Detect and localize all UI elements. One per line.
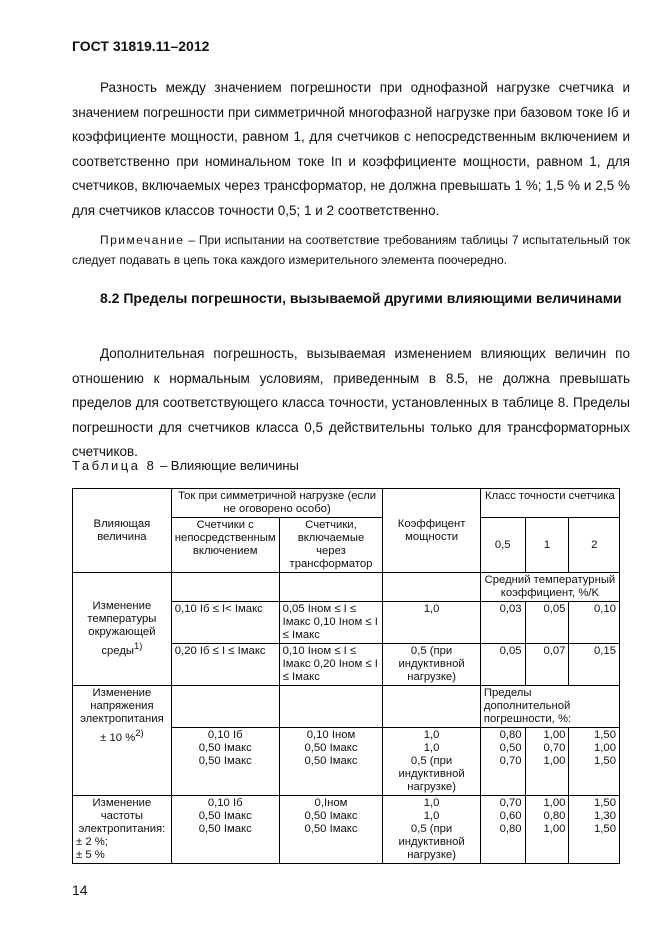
note-text: – При испытании на соответствие требованиям таблицы 7 испытательный ток следует подавать в цепь тока каждого измерительного элемента поочередно.: [72, 233, 630, 267]
temp-transformer-1: 0,05 Iном ≤ I ≤ Iмакс 0,10 Iном ≤ I ≤ Iмакс: [279, 602, 383, 644]
table-cell-text: 1,0: [423, 810, 440, 822]
footnote-ref: 2): [135, 727, 144, 738]
temperature-name: Изменение температуры окружающей среды: [87, 600, 157, 657]
table-cell-text: 0,70: [543, 742, 566, 754]
table-cell-text: 1,0: [423, 797, 440, 809]
temp-direct-1: 0,10 Iб ≤ I< Iмакс: [171, 602, 279, 644]
table-cell-text: 1,0: [423, 742, 440, 754]
table-cell-text: 0,50 Iмакс: [304, 755, 358, 767]
table-cell-text: 1,00: [543, 823, 566, 835]
table-cell-text: 1,50: [594, 755, 616, 767]
voltage-label: [73, 686, 172, 796]
table-cell-text: 0,50 Iмакс: [304, 823, 358, 835]
temperature-subhead-row: [73, 573, 620, 602]
influence-table: [72, 488, 620, 864]
table-cell-text: 0,80: [543, 810, 566, 822]
frequency-direct: [171, 796, 279, 864]
header-power-factor: Коэффицент мощности: [383, 489, 481, 573]
table-row: [73, 796, 620, 864]
voltage-transformer: [279, 728, 383, 796]
voltage-direct: [171, 728, 279, 796]
frequency-transformer: [279, 796, 383, 864]
empty-cell: [383, 573, 481, 602]
table-cell-text: 0,50 Iмакс: [198, 823, 252, 835]
table-cell-text: 0,80: [499, 729, 522, 741]
table-cell-text: 0,70: [499, 755, 522, 767]
empty-cell: [279, 686, 383, 728]
temp-transformer-2: 0,10 Iном ≤ I ≤ Iмакс 0,20 Iном ≤ I ≤ Iмакс: [279, 644, 383, 686]
note-label: Примечание: [100, 233, 185, 247]
table-caption: [72, 458, 299, 473]
voltage-v2: [569, 728, 620, 796]
table-cell-text: 0,50 Iмакс: [198, 742, 252, 754]
table-cell-text: 0,50 Iмакс: [198, 810, 252, 822]
frequency-v05: [480, 796, 525, 864]
temp-direct-2: 0,20 Iб ≤ I ≤ Iмакс: [171, 644, 279, 686]
temp-pf-2: 0,5 (при индуктивной нагрузке): [383, 644, 481, 686]
empty-cell: [171, 573, 279, 602]
temp-v2-1: 0,10: [569, 602, 620, 644]
table-cell-text: 0,10 Iб: [207, 729, 243, 741]
table-cell-text: 0,10 Iб: [207, 797, 243, 809]
temp-v1-1: 0,05: [525, 602, 569, 644]
table-cell-text: 1,0: [423, 729, 440, 741]
header-class-1: 1: [525, 518, 569, 573]
table-cell-text: 1,00: [543, 729, 566, 741]
header-class-2: 2: [569, 518, 620, 573]
temperature-label: [73, 573, 172, 686]
temperature-subhead: Средний температурный коэффициент, %/K: [480, 573, 619, 602]
header-transformer: Счетчики, включаемые через трансформатор: [279, 518, 383, 573]
table-cell-text: 0,50 Iмакс: [198, 755, 252, 767]
voltage-subhead: Пределы дополнительной погрешности, %:: [480, 686, 619, 728]
page-number: 14: [72, 882, 88, 898]
paragraph-single-phase: Разность между значением погрешности при однофазной нагрузке счетчика и значением погрешности при симметричной многофазной нагрузке при базовом токе Iб и коэффициенте мощности, равном 1, для счетчиков с непосредственным включением и соответственно при номинальном токе Iп и коэффициенте мощности, равном 1, для счетчиков, включаемых через трансформатор, не должна превышать 1 %; 1,5 % и 2,5 % для счетчиков классов точности 0,5; 1 и 2 соответственно.: [72, 80, 630, 218]
frequency-pf: [383, 796, 481, 864]
temp-v05-2: 0,05: [480, 644, 525, 686]
table-cell-text: 0,70: [499, 797, 522, 809]
frequency-v1: [525, 796, 569, 864]
table-cell-text: 0,50 Iмакс: [304, 810, 358, 822]
table-cell-text: ± 5 %: [76, 849, 105, 861]
table-cell-text: 0,10 Iном: [306, 729, 356, 741]
temp-v1-2: 0,07: [525, 644, 569, 686]
table-cell-text: 0,80: [499, 823, 522, 835]
table-cell-text: 1,00: [594, 742, 616, 754]
note: [72, 230, 630, 270]
empty-cell: [383, 686, 481, 728]
temp-v2-2: 0,15: [569, 644, 620, 686]
table-cell-text: Изменение частоты электропитания:: [78, 797, 166, 835]
document-header: ГОСТ 31819.11–2012: [72, 38, 210, 54]
table-cell-text: 0,5 (при индуктивной нагрузке): [398, 755, 465, 793]
table-cell-text: 0,5 (при индуктивной нагрузке): [398, 823, 465, 861]
table-cell-text: 0,60: [499, 810, 522, 822]
frequency-label: [73, 796, 172, 864]
header-accuracy-class: Класс точности счетчика: [480, 489, 619, 518]
table-cell-text: 1,00: [543, 755, 566, 767]
section-title: 8.2 Пределы погрешности, вызываемой другими влияющими величинами: [100, 290, 622, 306]
paragraph-additional-error: Дополнительная погрешность, вызываемая изменением влияющих величин по отношению к нормальным условиям, приведенным в 8.5, не должна превышать пределов для соответствующего класса точности, установленных в таблице 8. Пределы погрешности для счетчиков класса 0,5 действительны только для трансформаторных счетчиков.: [72, 346, 630, 459]
table-cell-text: 1,00: [543, 797, 566, 809]
voltage-v05: [480, 728, 525, 796]
table-caption-label: Таблица 8: [72, 458, 157, 473]
footnote-ref: 1): [134, 640, 143, 652]
header-class-05: 0,5: [480, 518, 525, 573]
table-caption-text: – Влияющие величины: [156, 458, 299, 473]
table-cell-text: 0,50: [499, 742, 522, 754]
voltage-v1: [525, 728, 569, 796]
voltage-subhead-row: [73, 686, 620, 728]
temp-pf-1: 1,0: [383, 602, 481, 644]
table-cell-text: 1,50: [594, 823, 616, 835]
header-direct: Счетчики с непосредственным включением: [171, 518, 279, 573]
temp-v05-1: 0,03: [480, 602, 525, 644]
voltage-pf: [383, 728, 481, 796]
header-current: Ток при симметричной нагрузке (если не оговорено особо): [171, 489, 383, 518]
empty-cell: [279, 573, 383, 602]
frequency-v2: [569, 796, 620, 864]
voltage-name: Изменение напряжения электропитания ± 10 %: [80, 687, 164, 744]
header-influence: Влияющая величина: [73, 489, 172, 573]
table-cell-text: 0,Iном: [314, 797, 348, 809]
empty-cell: [171, 686, 279, 728]
table-header-row: [73, 489, 620, 518]
table-cell-text: 1,30: [594, 810, 616, 822]
table-cell-text: ± 2 %;: [76, 836, 108, 848]
table-cell-text: 1,50: [594, 797, 616, 809]
table-cell-text: 0,50 Iмакс: [304, 742, 358, 754]
table-cell-text: 1,50: [594, 729, 616, 741]
